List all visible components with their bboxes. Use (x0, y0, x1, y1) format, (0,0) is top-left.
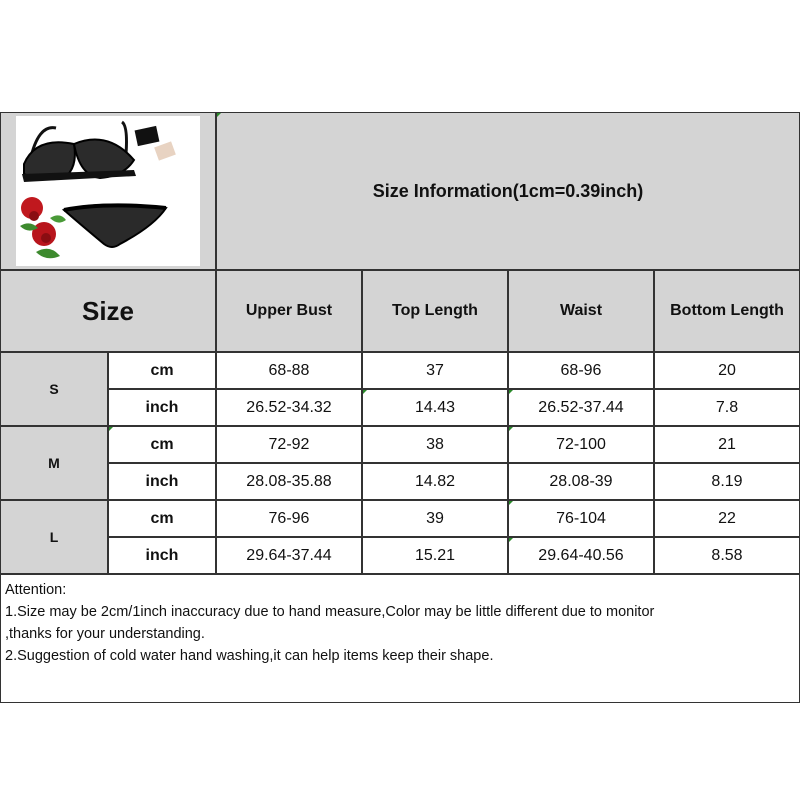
note-line: ,thanks for your understanding. (5, 626, 205, 642)
value-cell (362, 389, 508, 426)
value-cell (654, 389, 800, 426)
value-cell (362, 352, 508, 389)
value-cell (508, 426, 654, 463)
note-line: 2.Suggestion of cold water hand washing,it can help items keep their shape. (5, 648, 494, 664)
column-header-waist (508, 270, 654, 352)
size-label-text: L (49, 529, 59, 545)
cell-corner-marker (363, 390, 367, 394)
value-text: 29.64-40.56 (538, 546, 624, 564)
value-text: 72-92 (268, 435, 310, 453)
value-cell (216, 463, 362, 500)
cell-corner-marker (509, 501, 513, 505)
value-text: 72-100 (556, 435, 606, 453)
value-text: 38 (426, 435, 444, 453)
size-label-m (0, 426, 108, 500)
size-label-text: M (48, 455, 60, 471)
note-line: 1.Size may be 2cm/1inch inaccuracy due to hand measure,Color may be little different due to monitor (5, 604, 655, 620)
cell-corner-marker (509, 427, 513, 431)
value-cell (654, 537, 800, 574)
value-text: 26.52-34.32 (246, 398, 332, 416)
value-cell (362, 426, 508, 463)
attention-notes (0, 574, 800, 703)
value-cell (362, 463, 508, 500)
size-header-label: Size (81, 295, 135, 326)
value-cell (362, 537, 508, 574)
value-text: 21 (718, 435, 736, 453)
value-cell (216, 426, 362, 463)
cell-corner-marker (509, 538, 513, 542)
value-text: 15.21 (414, 546, 456, 564)
value-cell (654, 426, 800, 463)
unit-cell (108, 500, 216, 537)
unit-label: cm (150, 509, 174, 527)
value-text: 7.8 (715, 398, 739, 416)
lingerie-product-photo-icon (16, 116, 200, 266)
size-label-s (0, 352, 108, 426)
value-cell (216, 389, 362, 426)
size-info-title-cell (216, 112, 800, 270)
unit-label: inch (145, 398, 179, 416)
attention-heading: Attention: (5, 582, 67, 598)
value-text: 68-88 (268, 361, 310, 379)
value-text: 8.19 (711, 472, 743, 490)
size-info-title: Size Information(1cm=0.39inch) (372, 180, 644, 201)
unit-cell (108, 463, 216, 500)
unit-label: inch (145, 546, 179, 564)
unit-cell (108, 426, 216, 463)
value-cell (654, 352, 800, 389)
value-text: 39 (426, 509, 444, 527)
value-text: 29.64-37.44 (246, 546, 332, 564)
unit-label: cm (150, 361, 174, 379)
value-text: 76-96 (268, 509, 310, 527)
value-cell (508, 389, 654, 426)
column-header-label: Waist (559, 302, 603, 319)
value-text: 8.58 (711, 546, 743, 564)
value-text: 14.82 (414, 472, 456, 490)
value-text: 20 (718, 361, 736, 379)
column-header-top-length (362, 270, 508, 352)
size-chart (0, 112, 800, 703)
unit-cell (108, 389, 216, 426)
cell-corner-marker (109, 427, 113, 431)
value-text: 76-104 (556, 509, 606, 527)
column-header-label: Bottom Length (670, 302, 784, 319)
value-text: 28.08-35.88 (246, 472, 332, 490)
value-text: 14.43 (414, 398, 456, 416)
value-cell (362, 500, 508, 537)
size-header-cell (0, 270, 216, 352)
value-text: 68-96 (560, 361, 602, 379)
value-cell (508, 500, 654, 537)
value-cell (216, 352, 362, 389)
unit-label: cm (150, 435, 174, 453)
unit-cell (108, 352, 216, 389)
value-cell (508, 352, 654, 389)
column-header-label: Top Length (392, 302, 478, 319)
cell-corner-marker (509, 390, 513, 394)
column-header-bottom-length (654, 270, 800, 352)
value-text: 37 (426, 361, 444, 379)
value-cell (216, 500, 362, 537)
value-cell (508, 537, 654, 574)
unit-cell (108, 537, 216, 574)
value-cell (216, 537, 362, 574)
size-label-l (0, 500, 108, 574)
value-cell (508, 463, 654, 500)
unit-label: inch (145, 472, 179, 490)
value-text: 22 (718, 509, 736, 527)
value-cell (654, 500, 800, 537)
column-header-label: Upper Bust (245, 302, 333, 319)
product-photo-cell (0, 112, 216, 270)
value-cell (654, 463, 800, 500)
cell-corner-marker (217, 113, 221, 117)
column-header-upper-bust (216, 270, 362, 352)
value-text: 28.08-39 (549, 472, 613, 490)
size-label-text: S (49, 381, 59, 397)
value-text: 26.52-37.44 (538, 398, 624, 416)
